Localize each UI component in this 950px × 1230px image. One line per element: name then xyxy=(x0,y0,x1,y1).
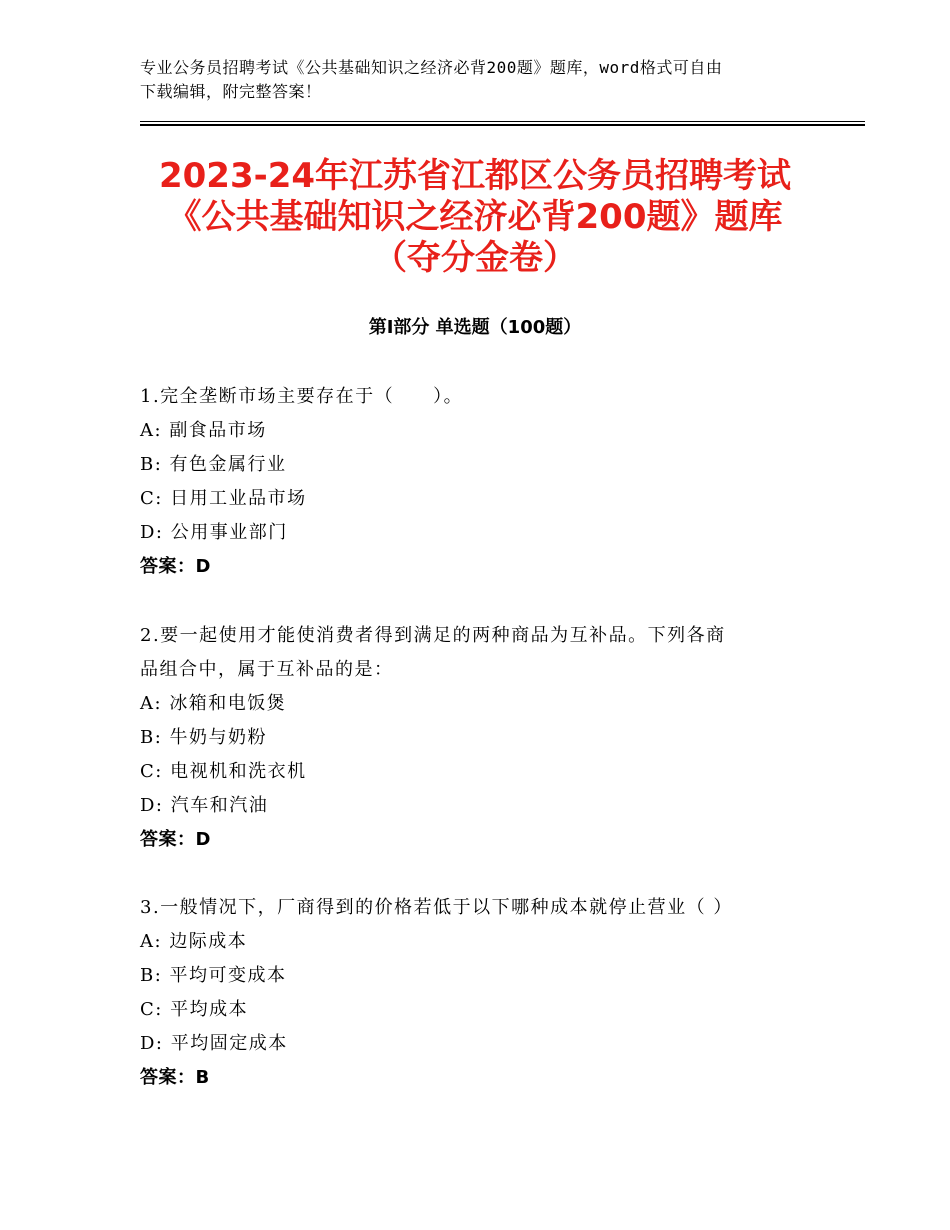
option-letter: D: xyxy=(140,795,164,816)
option-b xyxy=(140,448,820,482)
answer-line: 答案：D xyxy=(140,556,211,577)
question-stem-line: 3.一般情况下，厂商得到的价格若低于以下哪种成本就停止营业（ ） xyxy=(140,897,733,918)
header-note-line-1: 专业公务员招聘考试《公共基础知识之经济必背200题》题库，word格式可自由 xyxy=(140,58,723,77)
option-text: 公用事业部门 xyxy=(170,522,288,543)
title-line-2: 《公共基础知识之经济必背200题》题库 xyxy=(167,197,783,237)
option-letter: B: xyxy=(140,727,163,748)
question-stem-line: 品组合中，属于互补品的是： xyxy=(140,659,394,680)
option-letter: C: xyxy=(140,999,163,1020)
option-letter: A: xyxy=(140,931,163,952)
option-letter: D: xyxy=(140,1033,164,1054)
title-line-3: （夺分金卷） xyxy=(373,238,577,278)
option-letter: A: xyxy=(140,693,163,714)
title-line-1: 2023-24年江苏省江都区公务员招聘考试 xyxy=(158,156,792,196)
option-d xyxy=(140,789,820,823)
answer-line: 答案：D xyxy=(140,829,211,850)
section-heading: 第Ⅰ部分 单选题（100题） xyxy=(368,317,582,338)
option-letter: C: xyxy=(140,761,163,782)
option-c xyxy=(140,755,820,789)
option-b xyxy=(140,959,820,993)
header-note-line-2: 下载编辑，附完整答案！ xyxy=(140,82,322,101)
header-note xyxy=(140,56,820,104)
option-text: 边际成本 xyxy=(169,931,248,952)
option-text: 平均固定成本 xyxy=(170,1033,288,1054)
answer-line: 答案：B xyxy=(140,1067,210,1088)
option-c xyxy=(140,993,820,1027)
option-text: 日用工业品市场 xyxy=(170,488,307,509)
question-1 xyxy=(140,380,820,584)
option-letter: B: xyxy=(140,454,163,475)
option-a xyxy=(140,414,820,448)
option-d xyxy=(140,516,820,550)
option-text: 电视机和洗衣机 xyxy=(170,761,307,782)
header-rule-top xyxy=(140,121,865,122)
option-letter: B: xyxy=(140,965,163,986)
option-text: 有色金属行业 xyxy=(169,454,287,475)
option-b xyxy=(140,721,820,755)
option-text: 冰箱和电饭煲 xyxy=(169,693,287,714)
header-rule-bottom xyxy=(140,124,865,126)
question-2 xyxy=(140,619,820,857)
option-text: 平均成本 xyxy=(170,999,249,1020)
option-text: 汽车和汽油 xyxy=(170,795,269,816)
option-text: 牛奶与奶粉 xyxy=(169,727,268,748)
option-letter: D: xyxy=(140,522,164,543)
option-a xyxy=(140,687,820,721)
option-c xyxy=(140,482,820,516)
option-a xyxy=(140,925,820,959)
question-stem-line: 1.完全垄断市场主要存在于（ ）。 xyxy=(140,386,464,407)
option-text: 平均可变成本 xyxy=(169,965,287,986)
option-letter: C: xyxy=(140,488,163,509)
question-stem-line: 2.要一起使用才能使消费者得到满足的两种商品为互补品。下列各商 xyxy=(140,625,726,646)
option-letter: A: xyxy=(140,420,163,441)
document-title xyxy=(60,156,890,279)
question-3 xyxy=(140,891,820,1095)
option-d xyxy=(140,1027,820,1061)
option-text: 副食品市场 xyxy=(169,420,267,441)
